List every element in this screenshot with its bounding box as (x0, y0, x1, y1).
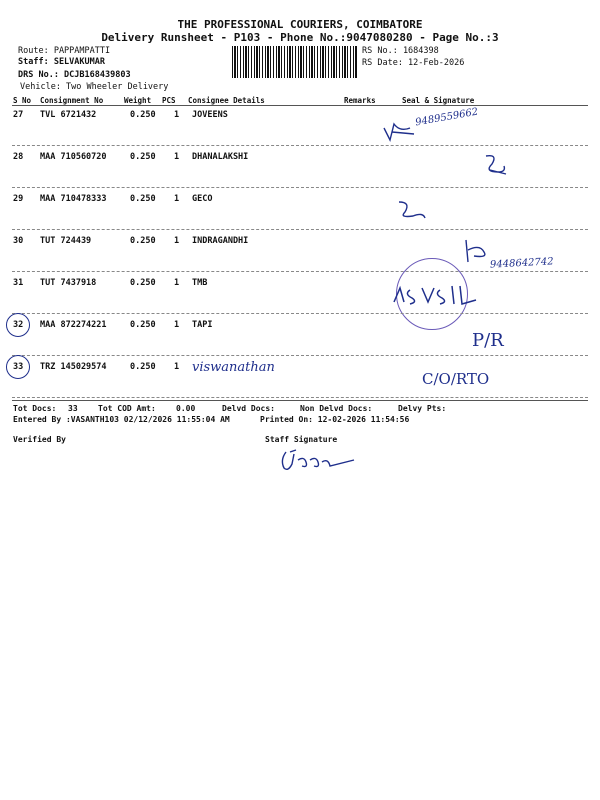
row-sno: 31 (13, 278, 24, 288)
vehicle-label: Vehicle: Two Wheeler Delivery (20, 82, 169, 92)
row-divider (12, 271, 588, 272)
row-weight: 0.250 (130, 152, 156, 162)
handwritten-phone: 9489559662 (414, 106, 480, 129)
row-consignment: MAA 710478333 (40, 194, 107, 204)
col-consignee: Consignee Details (188, 96, 265, 105)
row-consignment: TUT 7437918 (40, 278, 97, 288)
staff-signature-label: Staff Signature (265, 435, 338, 444)
delvd-docs-label: Delvd Docs: (222, 404, 275, 413)
tot-cod-label: Tot COD Amt: (98, 404, 156, 413)
row-divider (12, 187, 588, 188)
row-pcs: 1 (174, 278, 180, 288)
row-pcs: 1 (174, 362, 180, 372)
row-consignee: INDRAGANDHI (192, 236, 249, 246)
handwritten-consignee: viswanathan (192, 360, 275, 375)
rs-date: RS Date: 12-Feb-2026 (362, 58, 465, 68)
row-consignment: TRZ 145029574 (40, 362, 107, 372)
tot-docs-value: 33 (68, 404, 78, 413)
non-delvd-docs-label: Non Delvd Docs: (300, 404, 373, 413)
row-weight: 0.250 (130, 194, 156, 204)
col-weight: Weight (124, 96, 152, 105)
row-consignment: TVL 6721432 (40, 110, 97, 120)
handwritten-remark: P/R (472, 330, 504, 351)
signature-mark (395, 198, 429, 224)
row-weight: 0.250 (130, 110, 156, 120)
tot-docs-label: Tot Docs: (13, 404, 57, 413)
row-sno: 33 (13, 362, 24, 372)
row-consignment: MAA 710560720 (40, 152, 107, 162)
row-sno: 30 (13, 236, 24, 246)
row-sno: 32 (13, 320, 24, 330)
row-weight: 0.250 (130, 278, 156, 288)
row-consignee: DHANALAKSHI (192, 152, 249, 162)
handwritten-phone: 9448642742 (489, 256, 554, 271)
row-pcs: 1 (174, 194, 180, 204)
row-sno: 28 (13, 152, 24, 162)
row-pcs: 1 (174, 320, 180, 330)
col-remarks: Remarks (344, 96, 376, 105)
signature-mark (390, 282, 480, 310)
printed-on: Printed On: 12-02-2026 11:54:56 (260, 415, 410, 424)
company-title: THE PROFESSIONAL COURIERS, COIMBATORE (177, 18, 423, 31)
row-consignment: MAA 872274221 (40, 320, 107, 330)
row-pcs: 1 (174, 110, 180, 120)
tot-cod-value: 0.00 (176, 404, 196, 413)
row-consignee: JOVEENS (192, 110, 228, 120)
entered-by: Entered By :VASANTH103 02/12/2026 11:55:04 AM (13, 415, 230, 424)
row-consignee: GECO (192, 194, 213, 204)
row-weight: 0.250 (130, 320, 156, 330)
rs-number: RS No.: 1684398 (362, 46, 439, 56)
staff-label: Staff: SELVAKUMAR (18, 57, 105, 67)
signature-mark (480, 150, 510, 180)
row-consignment: TUT 724439 (40, 236, 92, 246)
row-divider (12, 229, 588, 230)
row-weight: 0.250 (130, 236, 156, 246)
delvy-pts-label: Delvy Pts: (398, 404, 447, 413)
row-divider (12, 355, 588, 356)
handwritten-remark: C/O/RTO (422, 370, 490, 388)
col-pcs: PCS (162, 96, 176, 105)
row-divider (12, 397, 588, 398)
verified-by-label: Verified By (13, 435, 66, 444)
col-sno: S No (13, 96, 32, 105)
row-divider (12, 313, 588, 314)
row-sno: 29 (13, 194, 24, 204)
signature-mark (380, 118, 420, 144)
row-pcs: 1 (174, 236, 180, 246)
route-label: Route: PAPPAMPATTI (18, 46, 111, 56)
header-divider (12, 105, 588, 106)
col-consignment: Consignment No (40, 96, 104, 105)
drs-label: DRS No.: DCJB168439803 (18, 70, 131, 80)
row-weight: 0.250 (130, 362, 156, 372)
row-sno: 27 (13, 110, 24, 120)
col-seal-signature: Seal & Signature (402, 96, 475, 105)
row-consignee: TMB (192, 278, 208, 288)
staff-signature (276, 446, 358, 476)
barcode (232, 46, 357, 78)
row-divider (12, 145, 588, 146)
table-bottom-divider (12, 400, 588, 401)
runsheet-title: Delivery Runsheet - P103 - Phone No.:9047080280 - Page No.:3 (101, 31, 499, 44)
row-pcs: 1 (174, 152, 180, 162)
row-consignee: TAPI (192, 320, 213, 330)
